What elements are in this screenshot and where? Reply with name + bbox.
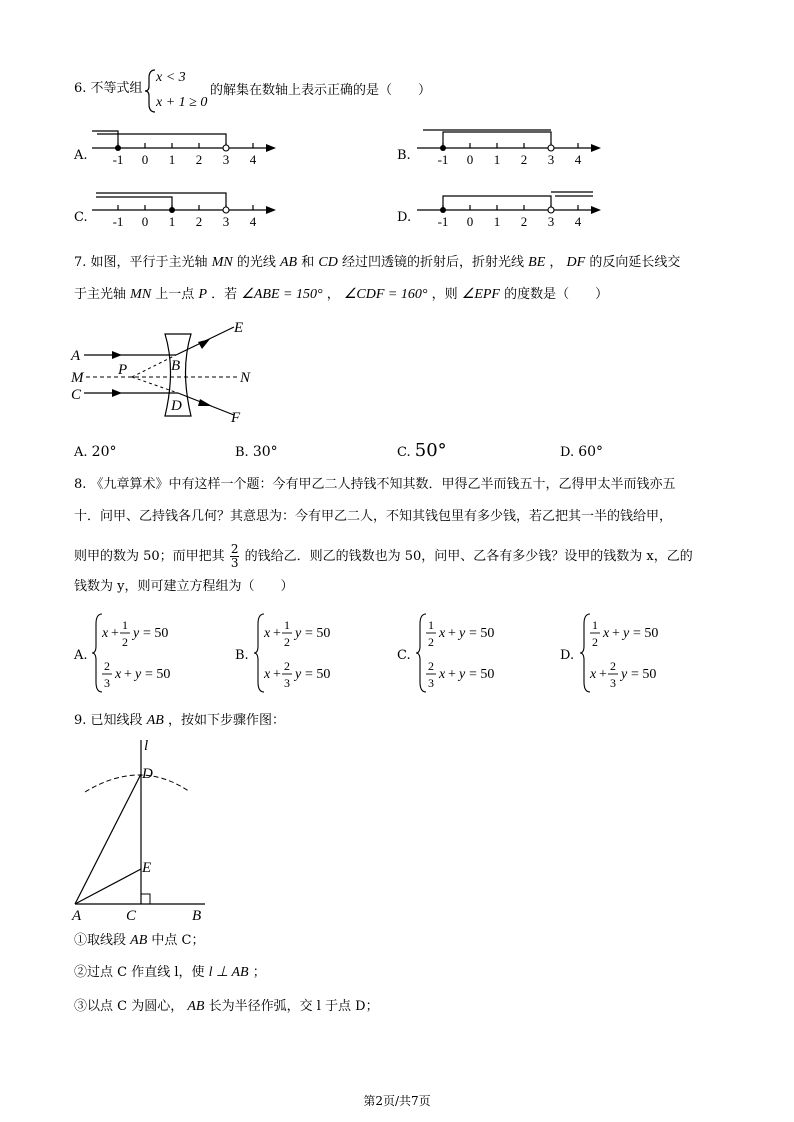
eq-op: + bbox=[273, 626, 281, 641]
frac-num: 2 bbox=[610, 659, 616, 673]
text: AB bbox=[187, 999, 205, 1014]
eq-term: y bbox=[621, 667, 628, 682]
eq-op: + bbox=[612, 626, 620, 641]
eq-rhs: = 50 bbox=[305, 626, 331, 641]
text: 9. 已知线段 bbox=[74, 713, 143, 728]
q9-construction-figure bbox=[70, 736, 220, 922]
frac-num: 1 bbox=[428, 618, 434, 632]
q8-system-d[interactable] bbox=[580, 612, 680, 694]
fig-label-e: E bbox=[234, 320, 244, 336]
q6-option-d-label[interactable]: D. bbox=[397, 210, 412, 225]
tick-label: 1 bbox=[493, 214, 501, 229]
fig-label-d: D bbox=[142, 766, 153, 782]
text: 则甲的数为 50；而甲把其 bbox=[74, 549, 225, 565]
fig-label-p: P bbox=[118, 362, 128, 378]
fraction-denominator: 3 bbox=[230, 556, 239, 571]
text: ， bbox=[549, 255, 563, 270]
fraction-two-thirds bbox=[230, 543, 240, 570]
q7-lens-figure bbox=[68, 318, 278, 426]
option-letter: B. bbox=[235, 445, 249, 460]
q6-stem bbox=[74, 82, 143, 95]
eq-term: y bbox=[459, 626, 466, 641]
tick-label: 2 bbox=[520, 152, 528, 167]
text: ∠ABE = 150° bbox=[241, 287, 323, 302]
eq-rhs: = 50 bbox=[631, 667, 657, 682]
q8-option-a-label[interactable]: A. bbox=[74, 648, 88, 663]
frac-num: 1 bbox=[284, 618, 290, 632]
text: 的反向延长线交 bbox=[589, 255, 681, 270]
tick-label: 1 bbox=[168, 214, 176, 229]
frac-den: 2 bbox=[428, 635, 434, 649]
option-value: 60° bbox=[578, 444, 604, 460]
frac-num: 2 bbox=[428, 659, 434, 673]
tick-label: -1 bbox=[437, 152, 449, 167]
text: 中点 C； bbox=[151, 933, 205, 948]
text: 于主光轴 bbox=[74, 287, 127, 302]
tick-label: 3 bbox=[547, 152, 555, 167]
eq-term: y bbox=[133, 626, 140, 641]
q8-system-a[interactable] bbox=[92, 612, 192, 694]
fig-label-f: F bbox=[231, 410, 241, 426]
tick-label: 0 bbox=[141, 152, 149, 167]
q7-option-d[interactable] bbox=[560, 444, 603, 460]
fig-label-d: D bbox=[171, 398, 182, 414]
text: MN bbox=[211, 255, 233, 270]
tick-label: 3 bbox=[222, 152, 230, 167]
frac-num: 2 bbox=[284, 659, 290, 673]
fig-label-n: N bbox=[240, 370, 251, 386]
text: DF bbox=[566, 255, 586, 270]
text: BE bbox=[528, 255, 546, 270]
text: l ⊥ AB bbox=[208, 965, 249, 980]
eq-term: y bbox=[623, 626, 630, 641]
text: 的光线 bbox=[236, 255, 276, 270]
eq-op: + bbox=[599, 667, 607, 682]
eq-op: + bbox=[124, 667, 132, 682]
text: ，则 bbox=[431, 287, 458, 302]
eq-term: y bbox=[295, 626, 302, 641]
tick-label: 4 bbox=[574, 152, 582, 167]
text: AB bbox=[146, 713, 164, 728]
q7-option-c[interactable] bbox=[397, 440, 447, 461]
tick-label: -1 bbox=[112, 152, 124, 167]
eq-op: + bbox=[448, 667, 456, 682]
q8-option-c-label[interactable]: C. bbox=[397, 648, 411, 663]
fig-label-c: C bbox=[71, 387, 82, 403]
text: AB bbox=[130, 933, 148, 948]
q6-numberline-b[interactable] bbox=[415, 126, 605, 168]
fig-label-b: B bbox=[192, 908, 202, 922]
frac-den: 2 bbox=[122, 635, 128, 649]
tick-label: 1 bbox=[168, 152, 176, 167]
eq-term: y bbox=[459, 667, 466, 682]
text: ③以点 C 为圆心， bbox=[74, 999, 184, 1014]
text: ∠CDF = 160° bbox=[343, 287, 428, 302]
q6-numberline-d[interactable] bbox=[415, 188, 605, 230]
tick-label: 2 bbox=[195, 152, 203, 167]
q6-stem-pre: 不等式组 bbox=[90, 81, 143, 96]
eq-term: y bbox=[295, 667, 302, 682]
text: 长为半径作弧，交 l 于点 D； bbox=[208, 999, 379, 1014]
q8-stem-line1: 8. 《九章算术》中有这样一个题：今有甲乙二人持钱不知其数．甲得乙半而钱五十，乙得甲太半而钱亦五 bbox=[74, 477, 676, 492]
frac-num: 2 bbox=[104, 659, 110, 673]
eq-term: x bbox=[590, 667, 597, 682]
tick-label: 0 bbox=[466, 152, 474, 167]
tick-label: 0 bbox=[466, 214, 474, 229]
text: MN bbox=[130, 287, 152, 302]
option-value: 50° bbox=[414, 440, 447, 461]
text: 经过凹透镜的折射后，折射光线 bbox=[341, 255, 524, 270]
text: P bbox=[198, 287, 208, 302]
text: ； bbox=[252, 965, 266, 980]
tick-label: 4 bbox=[249, 214, 257, 229]
frac-num: 1 bbox=[592, 618, 598, 632]
text: 的度数是（ ） bbox=[504, 287, 609, 302]
tick-label: 2 bbox=[195, 214, 203, 229]
q9-step2 bbox=[74, 966, 266, 980]
q8-option-d-label[interactable]: D. bbox=[560, 648, 575, 663]
text: ， bbox=[326, 287, 340, 302]
text: ．若 bbox=[211, 287, 238, 302]
frac-den: 3 bbox=[428, 676, 434, 690]
q8-system-c[interactable] bbox=[416, 612, 516, 694]
option-letter: C. bbox=[397, 445, 411, 460]
frac-den: 3 bbox=[104, 676, 110, 690]
tick-label: 3 bbox=[222, 214, 230, 229]
text: ∠EPF bbox=[461, 287, 500, 302]
fig-label-b: B bbox=[171, 358, 181, 374]
q7-stem-line1 bbox=[74, 256, 680, 270]
eq-term: x bbox=[102, 626, 109, 641]
option-value: 20° bbox=[91, 444, 117, 460]
page-footer: 第2页/共7页 bbox=[363, 1094, 431, 1108]
eq-rhs: = 50 bbox=[145, 667, 171, 682]
eq-term: x bbox=[439, 626, 446, 641]
eq-rhs: = 50 bbox=[469, 667, 495, 682]
eq-op: + bbox=[273, 667, 281, 682]
q8-stem-line2: 十．问甲、乙持钱各几何？其意思为：今有甲乙二人，不知其钱包里有多少钱，若乙把其一半的钱给甲， bbox=[74, 509, 673, 524]
tick-label: -1 bbox=[437, 214, 449, 229]
frac-den: 2 bbox=[592, 635, 598, 649]
eq-rhs: = 50 bbox=[143, 626, 169, 641]
text: 7. 如图，平行于主光轴 bbox=[74, 255, 208, 270]
q6-option-a-label[interactable]: A. bbox=[74, 148, 88, 163]
fraction-numerator: 2 bbox=[230, 542, 239, 556]
text: ②过点 C 作直线 l，使 bbox=[74, 965, 205, 980]
tick-label: 2 bbox=[520, 214, 528, 229]
option-letter: A. bbox=[74, 445, 88, 460]
q8-stem-line4: 钱数为 y，则可建立方程组为（ ） bbox=[74, 579, 294, 594]
eq-term: x bbox=[264, 667, 271, 682]
eq-rhs: = 50 bbox=[633, 626, 659, 641]
q6-stem-post: 的解集在数轴上表示正确的是（ ） bbox=[210, 83, 432, 98]
eq-rhs: = 50 bbox=[469, 626, 495, 641]
text: 上一点 bbox=[155, 287, 195, 302]
option-value: 30° bbox=[252, 444, 278, 460]
text: ，按如下步骤作图： bbox=[167, 713, 285, 728]
eq-op: + bbox=[111, 626, 119, 641]
tick-label: -1 bbox=[112, 214, 124, 229]
q7-option-b[interactable] bbox=[235, 444, 278, 460]
tick-label: 4 bbox=[574, 214, 582, 229]
q6-system-line1: x < 3 bbox=[156, 70, 186, 85]
eq-op: + bbox=[448, 626, 456, 641]
frac-den: 3 bbox=[610, 676, 616, 690]
text: ①取线段 bbox=[74, 933, 127, 948]
q9-step1 bbox=[74, 934, 205, 948]
option-letter: D. bbox=[560, 445, 575, 460]
fig-label-c: C bbox=[126, 908, 137, 922]
text: AB bbox=[279, 255, 298, 270]
tick-label: 4 bbox=[249, 152, 257, 167]
eq-rhs: = 50 bbox=[305, 667, 331, 682]
tick-label: 0 bbox=[141, 214, 149, 229]
eq-term: x bbox=[115, 667, 122, 682]
frac-num: 1 bbox=[122, 618, 128, 632]
fig-label-e: E bbox=[142, 860, 152, 876]
text: CD bbox=[318, 255, 338, 270]
eq-term: x bbox=[264, 626, 271, 641]
eq-term: x bbox=[603, 626, 610, 641]
fig-label-m: M bbox=[71, 370, 84, 386]
tick-label: 3 bbox=[547, 214, 555, 229]
frac-den: 3 bbox=[284, 676, 290, 690]
tick-label: 1 bbox=[493, 152, 501, 167]
text: 的钱给乙．则乙的钱数也为 50，问甲、乙各有多少钱？设甲的钱数为 x，乙的 bbox=[244, 549, 693, 565]
q8-option-b-label[interactable]: B. bbox=[235, 648, 249, 663]
q6-option-c-label[interactable]: C. bbox=[74, 210, 88, 225]
eq-term: y bbox=[135, 667, 142, 682]
frac-den: 2 bbox=[284, 635, 290, 649]
q6-number: 6. bbox=[74, 81, 87, 96]
eq-term: x bbox=[439, 667, 446, 682]
q6-numberline-a[interactable] bbox=[90, 126, 280, 168]
q7-stem-line2 bbox=[74, 288, 608, 302]
q9-stem bbox=[74, 714, 285, 728]
q6-numberline-c[interactable] bbox=[90, 188, 280, 230]
q7-option-a[interactable] bbox=[74, 444, 117, 460]
q9-step3 bbox=[74, 1000, 379, 1014]
fig-label-l: l bbox=[144, 738, 149, 754]
q6-option-b-label[interactable]: B. bbox=[397, 148, 411, 163]
q6-system-line2: x + 1 ≥ 0 bbox=[156, 95, 208, 110]
fig-label-a: A bbox=[71, 348, 81, 364]
text: 和 bbox=[301, 255, 315, 270]
fig-label-a: A bbox=[72, 908, 82, 922]
q8-system-b[interactable] bbox=[254, 612, 354, 694]
q8-stem-line3 bbox=[74, 543, 693, 570]
